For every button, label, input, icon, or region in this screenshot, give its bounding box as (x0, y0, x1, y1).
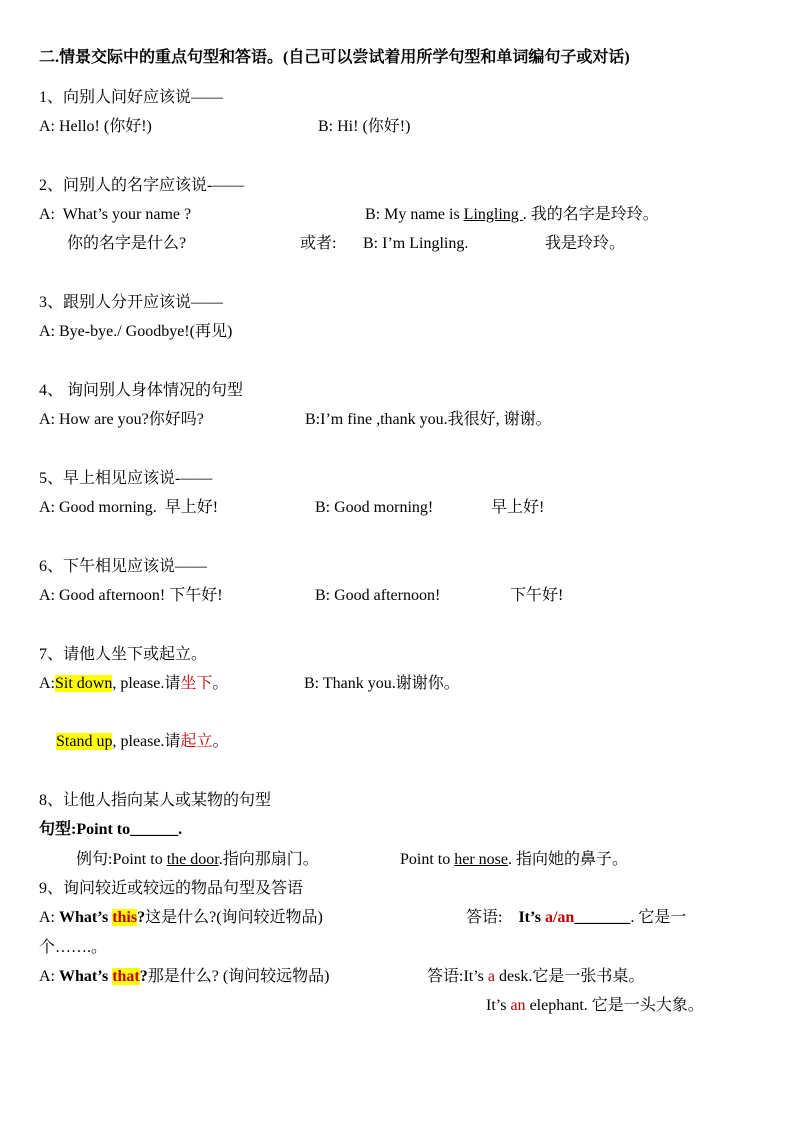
section-2-line-a: A: What’s your name ? (39, 206, 192, 223)
section-5-line-b: B: Good morning! (315, 499, 434, 516)
section-7-line-c: Stand up, please.请起立。 (56, 733, 229, 750)
page-heading: 二.情景交际中的重点句型和答语。(自己可以尝试着用所学句型和单词编句子或对话) (39, 49, 630, 66)
section-9-answer-1-continued: 个…….。 (39, 939, 108, 956)
the-door-underlined: the door (166, 851, 219, 868)
name-underlined: Lingling (463, 206, 523, 223)
section-9-answer-1: 答语: It’s a/an_______. 它是一 (466, 909, 687, 926)
section-8-example-1: 例句:Point to the door.指向那扇门。 (76, 851, 319, 868)
section-3-line-a: A: Bye-bye./ Goodbye!(再见) (39, 323, 233, 340)
section-5-b-chinese: 早上好! (491, 499, 545, 516)
section-3-title: 3、跟别人分开应该说—— (39, 294, 224, 311)
section-5-title: 5、早上相见应该说-—— (39, 470, 213, 487)
stand-up-red-text: 起立 (180, 733, 213, 750)
section-9-answer-2: 答语:It’s a desk.它是一张书桌。 (427, 968, 645, 985)
section-9-answer-3: It’s an elephant. 它是一头大象。 (486, 997, 704, 1014)
section-9-question-1: A: What’s this?这是什么?(询问较近物品) (39, 909, 323, 926)
section-2-or-label: 或者: (300, 235, 337, 252)
section-2-line-b: B: My name is Lingling . 我的名字是玲玲。 (365, 206, 659, 223)
section-9-title: 9、询问较近或较远的物品句型及答语 (39, 880, 304, 897)
sit-down-highlight: Sit down (55, 675, 113, 692)
section-7-line-b: B: Thank you.谢谢你。 (304, 675, 460, 692)
section-4-line-b: B:I’m fine ,thank you.我很好, 谢谢。 (305, 411, 552, 428)
section-6-line-a: A: Good afternoon! 下午好! (39, 587, 223, 604)
stand-up-highlight: Stand up (56, 733, 113, 750)
section-1-line-a: A: Hello! (你好!) (39, 118, 152, 135)
section-5-line-a: A: Good morning. 早上好! (39, 499, 219, 516)
that-highlight: that (112, 968, 140, 985)
section-4-line-a: A: How are you?你好吗? (39, 411, 204, 428)
section-2-line-b2: B: I’m Lingling. (363, 235, 469, 252)
section-6-b-chinese: 下午好! (510, 587, 564, 604)
sit-down-red-text: 坐下 (180, 675, 213, 692)
section-8-pattern: 句型:Point to______. (39, 821, 183, 838)
section-2-a-chinese: 你的名字是什么? (67, 235, 187, 252)
section-1-title: 1、向别人问好应该说—— (39, 89, 224, 106)
section-8-title: 8、让他人指向某人或某物的句型 (39, 792, 272, 809)
this-highlight: this (112, 909, 138, 926)
section-2-b2-chinese: 我是玲玲。 (545, 235, 626, 252)
section-7-title: 7、请他人坐下或起立。 (39, 646, 208, 663)
her-nose-underlined: her nose (454, 851, 508, 868)
section-2-title: 2、问别人的名字应该说-—— (39, 177, 245, 194)
section-8-example-2: Point to her nose. 指向她的鼻子。 (400, 851, 629, 868)
section-4-title: 4、 询问别人身体情况的句型 (39, 382, 244, 399)
section-1-line-b: B: Hi! (你好!) (318, 118, 411, 135)
section-9-question-2: A: What’s that?那是什么? (询问较远物品) (39, 968, 330, 985)
section-6-title: 6、下午相见应该说—— (39, 558, 208, 575)
section-6-line-b: B: Good afternoon! (315, 587, 441, 604)
section-7-line-a: A:Sit down, please.请坐下。 (39, 675, 229, 692)
